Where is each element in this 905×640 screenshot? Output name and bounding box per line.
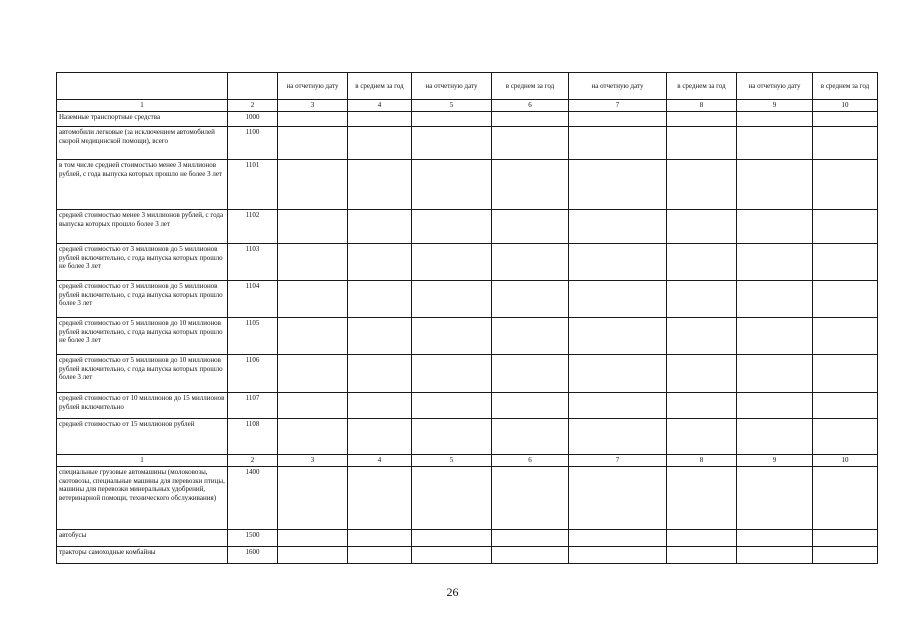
value-cell [737, 281, 813, 318]
value-cell [569, 393, 667, 419]
value-cell [348, 467, 412, 530]
column-number: 5 [412, 455, 492, 467]
value-cell [492, 281, 569, 318]
value-cell [813, 547, 878, 564]
value-cell [569, 210, 667, 244]
value-cell [667, 318, 737, 355]
header-cell: в среднем за год [348, 73, 412, 100]
header-cell [57, 73, 228, 100]
value-cell [348, 547, 412, 564]
table-row [57, 547, 878, 564]
row-label: Наземные транспортные средства [57, 112, 228, 127]
row-code: 1107 [228, 393, 278, 419]
column-number: 7 [569, 455, 667, 467]
value-cell [412, 210, 492, 244]
value-cell [569, 160, 667, 210]
column-number: 9 [737, 455, 813, 467]
value-cell [667, 244, 737, 281]
value-cell [412, 318, 492, 355]
value-cell [667, 127, 737, 160]
value-cell [569, 318, 667, 355]
row-label: средней стоимостью от 15 миллионов рублей [57, 419, 228, 455]
column-number: 5 [412, 100, 492, 112]
value-cell [278, 393, 348, 419]
value-cell [492, 355, 569, 393]
value-cell [412, 127, 492, 160]
value-cell [348, 419, 412, 455]
value-cell [278, 244, 348, 281]
row-label: в том числе средней стоимостью менее 3 миллионов рублей, с года выпуска которых прошло не более 3 лет [57, 160, 228, 210]
value-cell [569, 112, 667, 127]
value-cell [667, 281, 737, 318]
column-number: 3 [278, 100, 348, 112]
value-cell [412, 355, 492, 393]
row-label: автомобили легковые (за исключением автомобилей скорой медицинской помощи), всего [57, 127, 228, 160]
value-cell [492, 393, 569, 419]
row-code: 1400 [228, 467, 278, 530]
row-code: 1500 [228, 530, 278, 547]
value-cell [737, 419, 813, 455]
header-cell: на отчетную дату [737, 73, 813, 100]
value-cell [492, 127, 569, 160]
value-cell [278, 530, 348, 547]
value-cell [813, 127, 878, 160]
value-cell [813, 355, 878, 393]
table-row [57, 244, 878, 281]
row-label: автобусы [57, 530, 228, 547]
column-number: 2 [228, 455, 278, 467]
value-cell [667, 355, 737, 393]
value-cell [813, 244, 878, 281]
value-cell [348, 355, 412, 393]
value-cell [348, 210, 412, 244]
column-number: 8 [667, 100, 737, 112]
value-cell [737, 467, 813, 530]
row-label: средней стоимостью от 10 миллионов до 15 миллионов рублей включительно [57, 393, 228, 419]
value-cell [667, 112, 737, 127]
header-cell: на отчетную дату [278, 73, 348, 100]
value-cell [412, 467, 492, 530]
value-cell [569, 467, 667, 530]
value-cell [813, 160, 878, 210]
row-code: 1000 [228, 112, 278, 127]
header-cell: на отчетную дату [412, 73, 492, 100]
value-cell [813, 112, 878, 127]
table-row [57, 355, 878, 393]
table-row [57, 467, 878, 530]
value-cell [278, 281, 348, 318]
column-numbers-row [57, 455, 878, 467]
row-code: 1106 [228, 355, 278, 393]
row-label: специальные грузовые автомашины (молоковозы, скотовозы, специальные машины для перевозки птицы, машины для перевозки минеральных удобрений, ветеринарной помощи, технического обслуживания) [57, 467, 228, 530]
value-cell [412, 530, 492, 547]
value-cell [492, 244, 569, 281]
value-cell [737, 244, 813, 281]
column-number: 1 [57, 455, 228, 467]
value-cell [737, 355, 813, 393]
value-cell [667, 467, 737, 530]
row-code: 1600 [228, 547, 278, 564]
value-cell [412, 160, 492, 210]
value-cell [569, 244, 667, 281]
header-cell [228, 73, 278, 100]
value-cell [348, 244, 412, 281]
value-cell [348, 127, 412, 160]
value-cell [278, 467, 348, 530]
value-cell [737, 160, 813, 210]
value-cell [569, 547, 667, 564]
value-cell [412, 393, 492, 419]
value-cell [348, 112, 412, 127]
value-cell [667, 393, 737, 419]
table-row [57, 530, 878, 547]
value-cell [412, 419, 492, 455]
value-cell [412, 112, 492, 127]
value-cell [737, 530, 813, 547]
column-number: 1 [57, 100, 228, 112]
value-cell [348, 318, 412, 355]
value-cell [667, 210, 737, 244]
column-number: 9 [737, 100, 813, 112]
value-cell [348, 393, 412, 419]
value-cell [813, 393, 878, 419]
header-cell: в среднем за год [813, 73, 878, 100]
column-number: 2 [228, 100, 278, 112]
value-cell [667, 530, 737, 547]
row-label: средней стоимостью от 5 миллионов до 10 миллионов рублей включительно, с года выпуска которых прошло более 3 лет [57, 355, 228, 393]
value-cell [667, 160, 737, 210]
header-cell: в среднем за год [492, 73, 569, 100]
value-cell [278, 160, 348, 210]
value-cell [737, 112, 813, 127]
value-cell [492, 467, 569, 530]
row-code: 1103 [228, 244, 278, 281]
header-row [57, 73, 878, 100]
value-cell [813, 210, 878, 244]
value-cell [813, 281, 878, 318]
row-code: 1108 [228, 419, 278, 455]
row-label: средней стоимостью от 5 миллионов до 10 миллионов рублей включительно, с года выпуска которых прошло не более 3 лет [57, 318, 228, 355]
column-number: 4 [348, 100, 412, 112]
column-number: 6 [492, 100, 569, 112]
value-cell [492, 160, 569, 210]
value-cell [492, 547, 569, 564]
value-cell [278, 112, 348, 127]
transport-table [56, 72, 878, 564]
column-number: 4 [348, 455, 412, 467]
value-cell [569, 530, 667, 547]
column-number: 10 [813, 100, 878, 112]
column-number: 7 [569, 100, 667, 112]
value-cell [278, 210, 348, 244]
row-code: 1105 [228, 318, 278, 355]
value-cell [737, 318, 813, 355]
value-cell [569, 355, 667, 393]
table-row [57, 419, 878, 455]
column-number: 8 [667, 455, 737, 467]
value-cell [348, 530, 412, 547]
row-code: 1104 [228, 281, 278, 318]
value-cell [278, 127, 348, 160]
row-code: 1100 [228, 127, 278, 160]
header-cell: на отчетную дату [569, 73, 667, 100]
table-row [57, 318, 878, 355]
row-code: 1102 [228, 210, 278, 244]
value-cell [667, 547, 737, 564]
value-cell [278, 355, 348, 393]
value-cell [569, 281, 667, 318]
value-cell [667, 419, 737, 455]
header-cell: в среднем за год [667, 73, 737, 100]
page-number: 26 [446, 585, 459, 599]
value-cell [569, 419, 667, 455]
value-cell [813, 467, 878, 530]
row-label: тракторы самоходные комбайны [57, 547, 228, 564]
value-cell [813, 530, 878, 547]
value-cell [348, 160, 412, 210]
value-cell [737, 393, 813, 419]
table-row [57, 112, 878, 127]
value-cell [492, 318, 569, 355]
value-cell [737, 127, 813, 160]
value-cell [569, 127, 667, 160]
value-cell [412, 547, 492, 564]
column-number: 6 [492, 455, 569, 467]
value-cell [492, 530, 569, 547]
value-cell [813, 318, 878, 355]
table-row [57, 393, 878, 419]
row-code: 1101 [228, 160, 278, 210]
value-cell [278, 419, 348, 455]
column-numbers-row [57, 100, 878, 112]
value-cell [278, 547, 348, 564]
column-number: 3 [278, 455, 348, 467]
column-number: 10 [813, 455, 878, 467]
value-cell [737, 547, 813, 564]
value-cell [492, 112, 569, 127]
row-label: средней стоимостью менее 3 миллионов рублей, с года выпуска которых прошло более 3 лет [57, 210, 228, 244]
value-cell [412, 281, 492, 318]
value-cell [278, 318, 348, 355]
value-cell [813, 419, 878, 455]
row-label: средней стоимостью от 3 миллионов до 5 миллионов рублей включительно, с года выпуска которых прошло не более 3 лет [57, 244, 228, 281]
table-row [57, 210, 878, 244]
value-cell [348, 281, 412, 318]
row-label: средней стоимостью от 3 миллионов до 5 миллионов рублей включительно, с года выпуска которых прошло более 3 лет [57, 281, 228, 318]
table-row [57, 281, 878, 318]
value-cell [492, 419, 569, 455]
table-row [57, 160, 878, 210]
value-cell [492, 210, 569, 244]
value-cell [737, 210, 813, 244]
value-cell [412, 244, 492, 281]
table-row [57, 127, 878, 160]
